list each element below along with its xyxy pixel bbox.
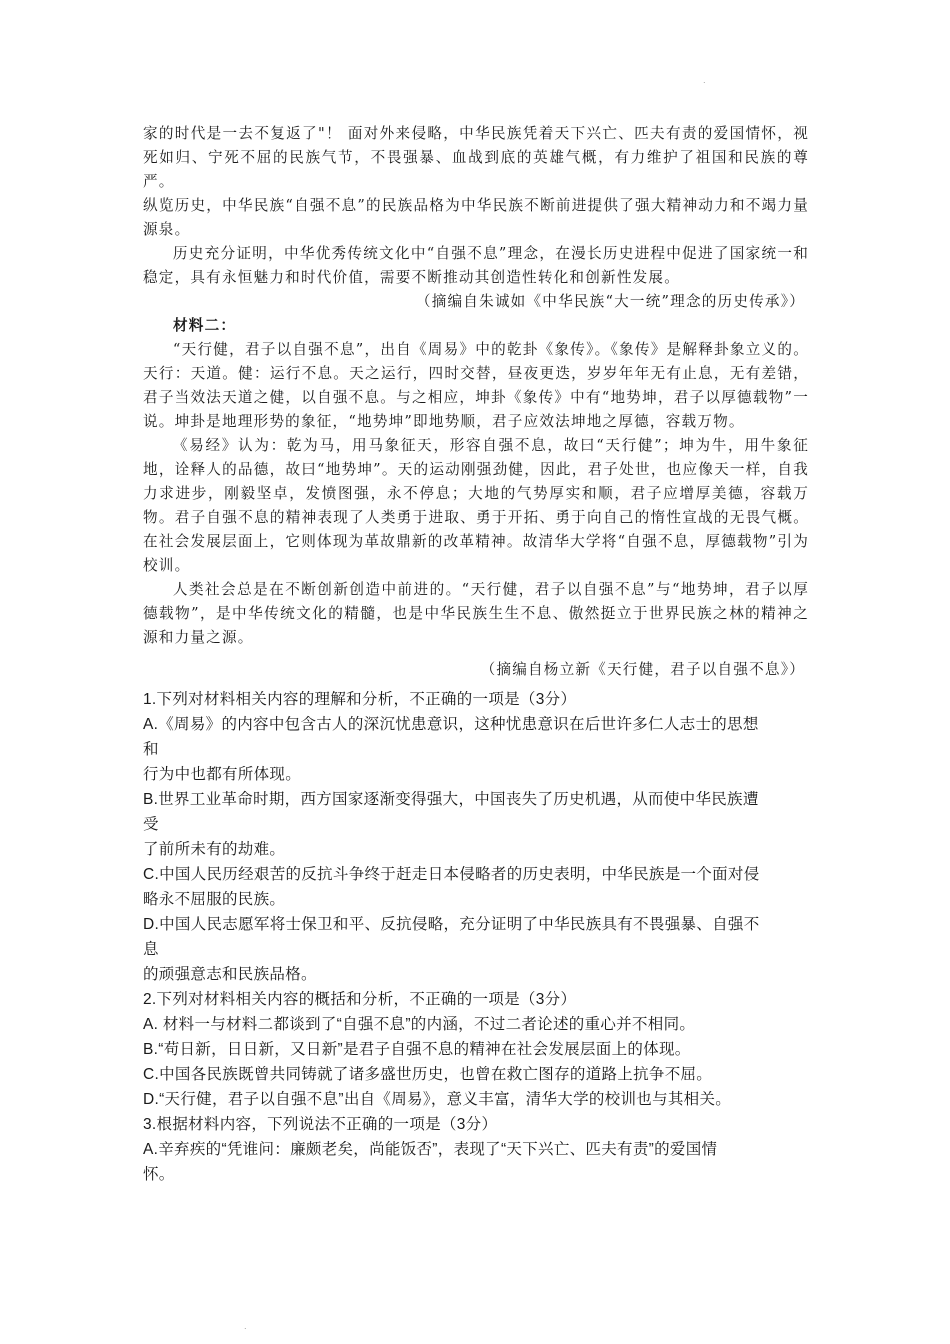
questions [143,687,809,1187]
question-1-option-d-wrap: 息 [143,941,159,958]
material-one-source: （摘编自朱诚如《中华民族“大一统”理念的历史传承》） [415,293,805,310]
top-dot: . [703,76,706,85]
question-1-option-a-cont: 行为中也都有所体现。 [143,766,302,783]
document-body [143,122,809,1187]
question-2-option-c: C.中国各民族既曾共同铸就了诸多盛世历史，也曾在救亡图存的道路上抗争不屈。 [143,1066,713,1083]
question-1-option-d-cont: 的顽强意志和民族品格。 [143,966,317,983]
material-two-source: （摘编自杨立新《天行健，君子以自强不息》） [480,661,805,678]
question-1-stem: 1.下列对材料相关内容的理解和分析，不正确的一项是（3分） [143,691,577,708]
question-2-option-d: D.“天行健，君子以自强不息”出自《周易》，意义丰富，清华大学的校训也与其相关。 [143,1091,732,1108]
question-1-option-a: A.《周易》的内容中包含古人的深沉忧患意识，这种忧患意识在后世许多仁人志士的思想 [143,716,759,733]
question-1-option-c: C.中国人民历经艰苦的反抗斗争终于赶走日本侵略者的历史表明，中华民族是一个面对侵 [143,866,760,883]
question-2-option-a: A. 材料一与材料二都谈到了“自强不息”的内涵，不过二者论述的重心并不相同。 [143,1016,696,1033]
material-one [143,122,809,314]
question-1-option-b: B.世界工业革命时期，西方国家逐渐变得强大，中国丧失了历史机遇，从而使中华民族遭 [143,791,759,808]
question-3-option-a: A.辛弃疾的“凭谁问：廉颇老矣，尚能饭否”，表现了“天下兴亡、匹夫有责”的爱国情 [143,1141,718,1158]
question-2-stem: 2.下列对材料相关内容的概括和分析，不正确的一项是（3分） [143,991,577,1008]
question-3-stem: 3.根据材料内容，下列说法不正确的一项是（3分） [143,1116,498,1133]
question-1-option-d: D.中国人民志愿军将士保卫和平、反抗侵略，充分证明了中华民族具有不畏强暴、自强不 [143,916,760,933]
material-one-paragraph-3: 历史充分证明，中华优秀传统文化中“自强不息”理念，在漫长历史进程中促进了国家统一和稳定，具有永恒魅力和时代价值，需要不断推动其创造性转化和创新性发展。 [143,245,809,286]
question-3-option-a-cont: 怀。 [143,1166,175,1183]
question-1-option-b-cont: 了前所未有的劫难。 [143,841,286,858]
question-1-option-b-wrap: 受 [143,816,159,833]
question-1-option-a-wrap: 和 [143,741,159,758]
material-one-paragraph-1: 家的时代是一去不复返了"！ 面对外来侵略，中华民族凭着天下兴亡、匹夫有责的爱国情怀，视死如归、宁死不屈的民族气节，不畏强暴、血战到底的英雄气概，有力维护了祖国和民族的尊严。 [143,125,809,190]
question-2-option-b: B.“苟日新，日日新，又日新”是君子自强不息的精神在社会发展层面上的体现。 [143,1041,691,1058]
material-one-paragraph-2: 纵览历史，中华民族“自强不息”的民族品格为中华民族不断前进提供了强大精神动力和不竭力量源泉。 [143,197,809,238]
material-two-paragraph-1: “天行健，君子以自强不息”，出自《周易》中的乾卦《象传》。《象传》是解释卦象立义的。天行：天道。健：运行不息。天之运行，四时交替，昼夜更迭，岁岁年年无有止息，无有差错，君子当效法天道之健，以自强不息。与之相应，坤卦《象传》中有“地势坤，君子以厚德载物”一说。坤卦是地理形势的象征，“地势坤”即地势顺，君子应效法坤地之厚德，容载万物。 [143,341,809,430]
material-two-paragraph-3: 人类社会总是在不断创新创造中前进的。“天行健，君子以自强不息”与“地势坤，君子以厚德载物”，是中华传统文化的精髓，也是中华民族生生不息、傲然挺立于世界民族之林的精神之源和力量之源。 [143,581,809,646]
question-1-option-c-cont: 略永不屈服的民族。 [143,891,286,908]
material-two-paragraph-2: 《易经》认为：乾为马，用马象征天，形容自强不息，故曰“天行健”；坤为牛，用牛象征地，诠释人的品德，故曰“地势坤”。天的运动刚强劲健，因此，君子处世，也应像天一样，自我力求进步，刚毅坚卓，发愤图强，永不停息；大地的气势厚实和顺，君子应增厚美德，容载万物。君子自强不息的精神表现了人类勇于进取、勇于开拓、勇于向自己的惰性宣战的无畏气概。在社会发展层面上，它则体现为革故鼎新的改革精神。故清华大学将“自强不息，厚德载物”引为校训。 [143,437,809,574]
material-two [143,314,809,682]
material-two-heading: 材料二： [173,317,237,334]
bottom-dot: . [244,1322,247,1331]
